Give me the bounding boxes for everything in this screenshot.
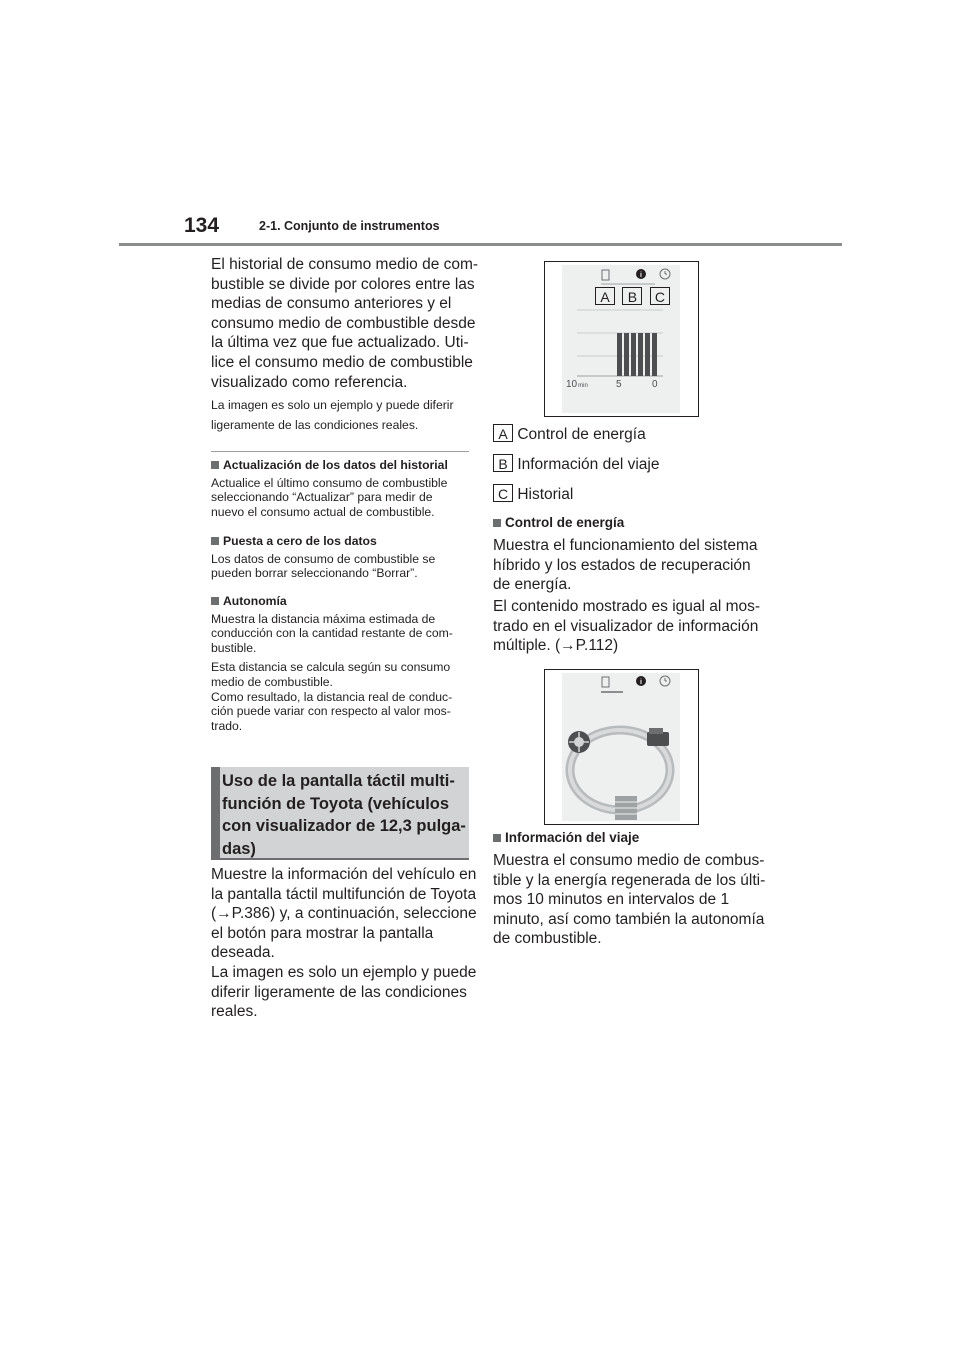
energy-section-title: Control de energía [493, 515, 624, 530]
text-line: reales. [211, 1003, 258, 1021]
text-line: tible y la energía regenerada de los últi- [493, 871, 766, 889]
text-line: bustible. [211, 640, 257, 655]
subsection-title: Puesta a cero de los datos [211, 534, 473, 549]
text-line: medias de consumo anteriores y el [211, 295, 452, 313]
history-bar [631, 333, 636, 376]
tab-label-c: C [650, 287, 670, 305]
axis-label-10: 10min [566, 379, 588, 390]
text-line: Muestra el consumo medio de combus- [493, 852, 765, 869]
text-line: conducción con la cantidad restante de com- [211, 626, 453, 641]
tab-label-row [595, 287, 670, 307]
section-header: 2-1. Conjunto de instrumentos [259, 219, 440, 233]
text-line: das) [222, 839, 256, 858]
text-line: función de Toyota (vehículos [222, 794, 450, 813]
text-line: de energía. [493, 576, 572, 594]
text-line: La imagen es solo un ejemplo y puede [211, 963, 477, 981]
text-line: La imagen es solo un ejemplo y puede diferir [211, 398, 454, 412]
axis-label-5: 5 [616, 379, 622, 390]
text-line: Esta distancia se calcula según su consumo [211, 660, 451, 675]
text-line: seleccionando “Actualizar” para medir de [211, 490, 433, 505]
history-bar [624, 333, 629, 376]
text-line: trado en el visualizador de información [493, 617, 759, 635]
history-bar [645, 333, 650, 376]
text-line: Como resultado, la distancia real de conduc- [211, 689, 453, 704]
text-line: la última vez que fue actualizado. Uti- [211, 334, 469, 352]
history-bar [638, 333, 643, 376]
text-line: múltiple. (→P.112) [493, 637, 619, 655]
text-line: ligeramente de las condiciones reales. [211, 418, 419, 432]
legend-item-a [493, 424, 646, 444]
legend-text: Control de energía [517, 426, 646, 443]
legend-key: B [493, 454, 513, 472]
text-line: Uso de la pantalla táctil multi- [222, 772, 455, 790]
trip-paragraph [493, 851, 765, 949]
history-screen-illustration [544, 261, 699, 417]
energy-monitor-svg [545, 670, 698, 824]
legend-item-b [493, 454, 659, 474]
legend-text: Historial [517, 486, 574, 503]
legend-item-c [493, 484, 573, 504]
history-screen-svg [545, 262, 698, 416]
text-line: (→P.386) y, a continuación, seleccione [211, 905, 477, 923]
text-line: nuevo el consumo actual de combustible. [211, 504, 435, 519]
divider [211, 451, 469, 452]
engine-icon [647, 732, 669, 746]
topic-body [211, 865, 477, 1022]
square-bullet-icon [211, 461, 219, 469]
text-line: pueden borrar seleccionando “Borrar”. [211, 566, 418, 581]
text-line: Actualice el último consumo de combustible [211, 475, 448, 490]
square-bullet-icon [211, 597, 219, 605]
square-bullet-icon [493, 834, 501, 842]
square-bullet-icon [493, 519, 501, 527]
text-line: con visualizador de 12,3 pulga- [222, 817, 466, 835]
text-line: El contenido mostrado es igual al mos- [493, 598, 761, 615]
energy-paragraph-2 [493, 597, 760, 656]
header-rule [119, 243, 842, 246]
image-note [211, 395, 454, 435]
subsection-title: Autonomía [211, 594, 473, 609]
subsection-reset [211, 534, 473, 581]
legend-text: Información del viaje [517, 456, 660, 473]
topic-title [222, 770, 467, 860]
energy-paragraph-1 [493, 536, 758, 595]
text-line: Muestre la información del vehículo en [211, 866, 477, 883]
text-line: ción puede variar con respecto al valor mos- [211, 704, 451, 719]
text-line: híbrido y los estados de recuperación [493, 556, 751, 574]
text-line: Los datos de consumo de combustible se [211, 551, 436, 566]
intro-paragraph [211, 255, 478, 392]
trip-section-title: Información del viaje [493, 830, 639, 845]
history-bar [652, 333, 657, 376]
text-line: de combustible. [493, 930, 602, 948]
tab-label-b: B [622, 287, 642, 305]
subsection-range [211, 594, 473, 733]
subsection-title: Actualización de los datos del historial [211, 458, 473, 473]
text-line: diferir ligeramente de las condiciones [211, 983, 467, 1001]
topic-rule [211, 858, 469, 860]
history-bar [617, 333, 622, 376]
text-line: deseada. [211, 944, 275, 962]
text-line: Muestra el funcionamiento del sistema [493, 537, 758, 554]
text-line: minuto, así como también la autonomía [493, 910, 765, 928]
text-line: la pantalla táctil multifunción de Toyota [211, 885, 477, 903]
svg-text:i: i [640, 679, 642, 686]
text-line: trado. [211, 718, 243, 733]
tab-label-a: A [595, 287, 615, 305]
text-line: consumo medio de combustible desde [211, 314, 476, 332]
text-line: el botón para mostrar la pantalla [211, 924, 434, 942]
text-line: lice el consumo medio de combustible [211, 353, 473, 371]
text-line: bustible se divide por colores entre las [211, 275, 475, 293]
text-line: visualizado como referencia. [211, 373, 408, 391]
legend-key: A [493, 424, 513, 442]
text-line: mos 10 minutos en intervalos de 1 [493, 891, 730, 909]
text-line: El historial de consumo medio de com- [211, 256, 479, 273]
svg-text:i: i [640, 272, 642, 279]
subsection-history-update [211, 458, 473, 519]
text-line: medio de combustible. [211, 674, 333, 689]
text-line: Muestra la distancia máxima estimada de [211, 611, 436, 626]
page-number: 134 [184, 214, 220, 237]
axis-label-0: 0 [652, 379, 658, 390]
energy-monitor-illustration [544, 669, 699, 825]
legend-key: C [493, 484, 513, 502]
square-bullet-icon [211, 537, 219, 545]
